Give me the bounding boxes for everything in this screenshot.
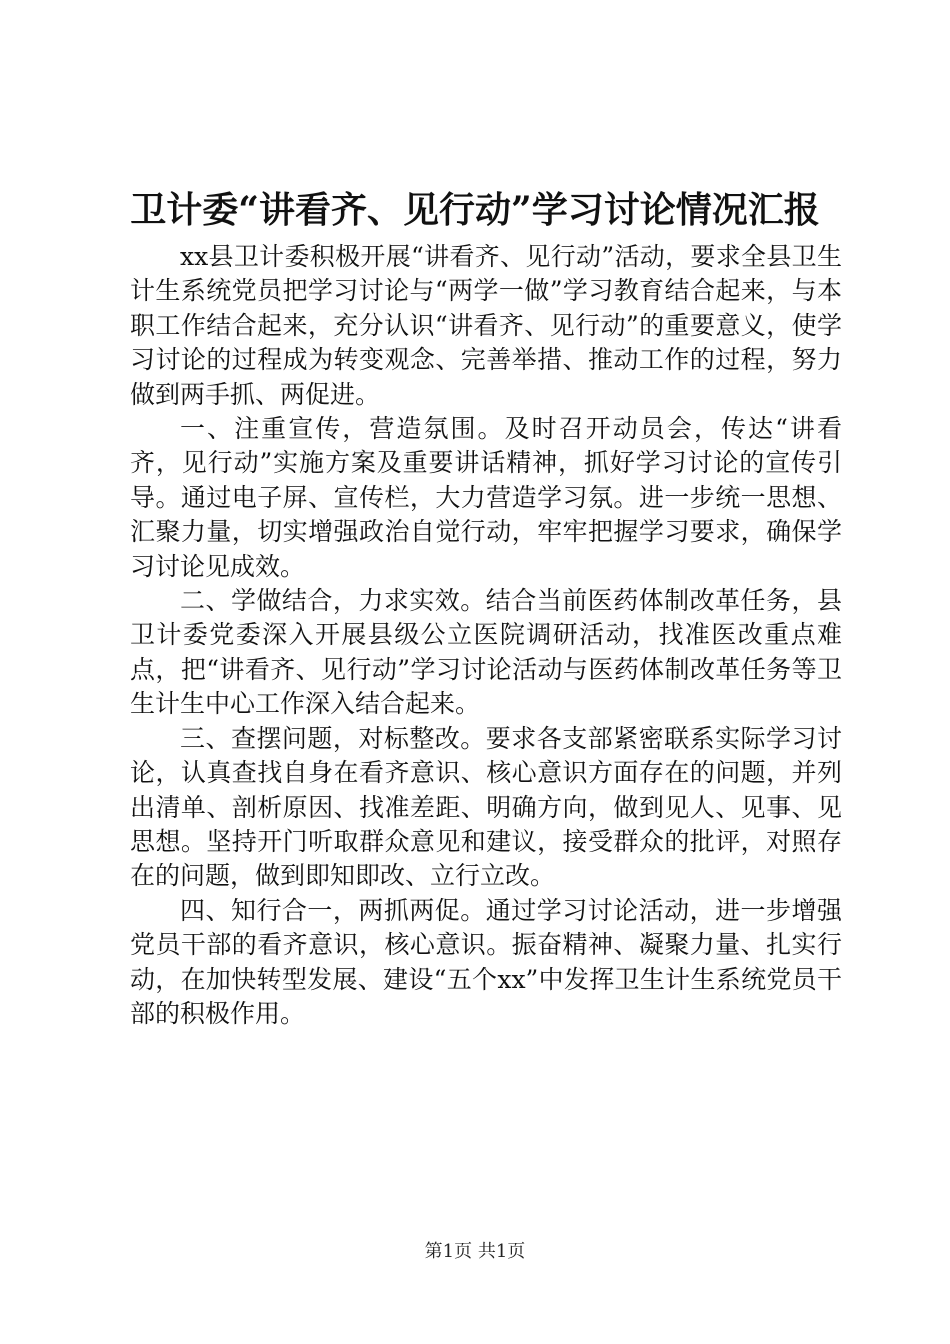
section-paragraph-4: 四、知行合一，两抓两促。通过学习讨论活动，进一步增强党员干部的看齐意识，核心意识。振奋精神、凝聚力量、扎实行动，在加快转型发展、建设“五个xx”中发挥卫生计生系统党员干部的积极作用。 <box>130 895 842 1028</box>
document-title: 卫计委“讲看齐、见行动”学习讨论情况汇报 <box>130 189 820 231</box>
page-number-footer: 第1页 共1页 <box>424 1241 526 1262</box>
document-body <box>130 240 842 1031</box>
section-paragraph-2: 二、学做结合，力求实效。结合当前医药体制改革任务，县卫计委党委深入开展县级公立医院调研活动，找准医改重点难点，把“讲看齐、见行动”学习讨论活动与医药体制改革任务等卫生计生中心工作深入结合起来。 <box>130 586 842 719</box>
intro-paragraph: xx县卫计委积极开展“讲看齐、见行动”活动，要求全县卫生计生系统党员把学习讨论与“两学一做”学习教育结合起来，与本职工作结合起来，充分认识“讲看齐、见行动”的重要意义，使学习讨论的过程成为转变观念、完善举措、推动工作的过程，努力做到两手抓、两促进。 <box>130 242 842 409</box>
section-paragraph-1: 一、注重宣传，营造氛围。及时召开动员会，传达“讲看齐，见行动”实施方案及重要讲话精神，抓好学习讨论的宣传引导。通过电子屏、宣传栏，大力营造学习氛。进一步统一思想、汇聚力量，切实增强政治自觉行动，牢牢把握学习要求，确保学习讨论见成效。 <box>130 414 842 581</box>
section-paragraph-3: 三、查摆问题，对标整改。要求各支部紧密联系实际学习讨论，认真查找自身在看齐意识、核心意识方面存在的问题，并列出清单、剖析原因、找准差距、明确方向，做到见人、见事、见思想。坚持开门听取群众意见和建议，接受群众的批评，对照存在的问题，做到即知即改、立行立改。 <box>130 723 842 891</box>
